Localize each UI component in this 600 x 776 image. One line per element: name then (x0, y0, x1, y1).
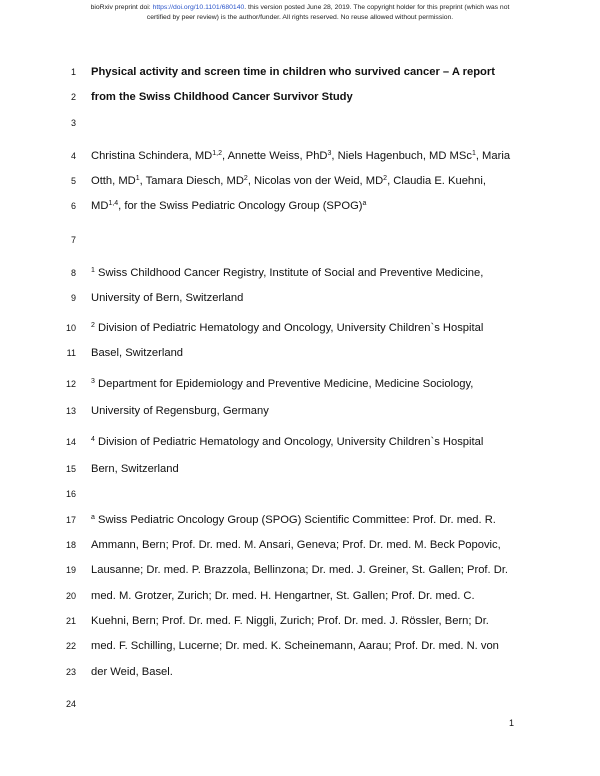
line-text (91, 290, 243, 306)
line-text (91, 461, 179, 477)
line-number: 12 (65, 379, 76, 389)
text-segment: University of Regensburg, Germany (91, 405, 269, 417)
text-segment: med. M. Grotzer, Zurich; Dr. med. H. Hengartner, St. Gallen; Prof. Dr. med. C. (91, 590, 475, 602)
doi-link[interactable]: https://doi.org/10.1101/680140 (152, 4, 245, 11)
text-segment: , Maria (475, 150, 511, 162)
text-segment: , Niels Hagenbuch, MD MSc (331, 150, 472, 162)
superscript: 4 (91, 436, 95, 443)
superscript: a (91, 514, 95, 521)
line-22 (0, 638, 600, 654)
text-segment: der Weid, Basel. (91, 666, 173, 678)
line-number: 19 (65, 565, 76, 575)
line-text (91, 537, 501, 553)
line-19 (0, 562, 600, 578)
line-number: 11 (66, 348, 76, 358)
line-text (91, 562, 508, 578)
title-text (91, 89, 353, 105)
line-text (91, 198, 366, 214)
line-8 (0, 265, 600, 281)
line-16 (0, 486, 600, 502)
line-number: 10 (65, 323, 76, 333)
line-number: 8 (70, 268, 76, 278)
line-6 (0, 198, 600, 214)
superscript: 1,4 (108, 200, 119, 207)
line-text (91, 664, 173, 680)
text-segment: MD (91, 200, 109, 212)
superscript: 2 (243, 175, 248, 182)
text-segment: , Nicolas von der Weid, MD (247, 175, 384, 187)
line-4 (0, 148, 600, 164)
title-text (91, 64, 495, 80)
line-5 (0, 173, 600, 189)
line-text (91, 320, 483, 336)
text-segment: Department for Epidemiology and Preventive Medicine, Medicine Sociology, (94, 378, 474, 390)
superscript: a (362, 200, 367, 207)
line-number: 1 (70, 67, 76, 77)
line-14 (0, 434, 600, 450)
line-number: 22 (65, 641, 76, 651)
line-10 (0, 320, 600, 336)
line-1 (0, 64, 600, 80)
text-segment: Physical activity and screen time in children who survived cancer – A report (91, 66, 495, 78)
line-23 (0, 664, 600, 680)
line-number: 6 (70, 201, 76, 211)
line-17 (0, 512, 600, 528)
line-18 (0, 537, 600, 553)
line-15 (0, 461, 600, 477)
text-segment: , for the Swiss Pediatric Oncology Group (SPOG) (118, 200, 363, 212)
line-12 (0, 376, 600, 392)
line-text (91, 403, 269, 419)
header-line-1 (0, 3, 600, 13)
line-text (91, 173, 486, 189)
line-13 (0, 403, 600, 419)
line-text (91, 588, 475, 604)
text-segment: Otth, MD (91, 175, 136, 187)
line-text (91, 265, 483, 281)
line-text (91, 512, 496, 528)
line-number: 18 (65, 540, 76, 550)
line-number: 23 (65, 667, 76, 677)
text-segment: Division of Pediatric Hematology and Oncology, University Children`s Hospital (94, 436, 484, 448)
text-segment: Division of Pediatric Hematology and Oncology, University Children`s Hospital (94, 322, 484, 334)
text-segment: Bern, Switzerland (91, 463, 179, 475)
line-2 (0, 89, 600, 105)
line-text (91, 376, 473, 392)
line-number: 15 (65, 464, 76, 474)
superscript: 3 (91, 378, 95, 385)
text-segment: Swiss Pediatric Oncology Group (SPOG) Scientific Committee: Prof. Dr. med. R. (94, 514, 496, 526)
line-text (91, 434, 483, 450)
line-number: 13 (65, 406, 76, 416)
line-text (91, 148, 510, 164)
line-text (91, 638, 499, 654)
line-9 (0, 290, 600, 306)
superscript: 1 (135, 175, 140, 182)
superscript: 3 (327, 150, 332, 157)
line-21 (0, 613, 600, 629)
line-number: 5 (70, 176, 76, 186)
header-prefix: bioRxiv preprint doi: (90, 4, 153, 11)
text-segment: , Claudia E. Kuehni, (387, 175, 486, 187)
line-text (91, 613, 489, 629)
line-text (91, 345, 183, 361)
page-number: 1 (508, 718, 514, 728)
text-segment: Basel, Switzerland (91, 347, 184, 359)
text-segment: Ammann, Bern; Prof. Dr. med. M. Ansari, Geneva; Prof. Dr. med. M. Beck Popovic, (91, 539, 501, 551)
text-segment: Kuehni, Bern; Prof. Dr. med. F. Niggli, Zurich; Prof. Dr. med. J. Rössler, Bern; Dr. (91, 615, 489, 627)
superscript: 2 (383, 175, 388, 182)
line-number: 2 (70, 92, 76, 102)
text-segment: med. F. Schilling, Lucerne; Dr. med. K. Scheinemann, Aarau; Prof. Dr. med. N. von (91, 640, 499, 652)
line-number: 4 (70, 151, 76, 161)
text-segment: Swiss Childhood Cancer Registry, Institute of Social and Preventive Medicine, (94, 267, 484, 279)
superscript: 1 (471, 150, 476, 157)
line-3 (0, 115, 600, 131)
line-number: 9 (70, 293, 76, 303)
header-line-2: certified by peer review) is the author/funder. All rights reserved. No reuse allowed without permission. (146, 13, 454, 21)
line-24 (0, 696, 600, 712)
text-segment: , Tamara Diesch, MD (139, 175, 244, 187)
line-number: 21 (65, 616, 76, 626)
line-11 (0, 345, 600, 361)
line-20 (0, 588, 600, 604)
line-number: 20 (65, 591, 76, 601)
text-segment: Lausanne; Dr. med. P. Brazzola, Bellinzona; Dr. med. J. Greiner, St. Gallen; Prof. Dr. (91, 564, 509, 576)
line-number: 17 (65, 515, 76, 525)
text-segment: Christina Schindera, MD (91, 150, 213, 162)
line-number: 14 (65, 437, 76, 447)
header-suffix: . this version posted June 28, 2019. The copyright holder for this preprint (which was not (244, 4, 510, 11)
text-segment: from the Swiss Childhood Cancer Survivor Study (91, 91, 353, 103)
line-number: 16 (65, 489, 76, 499)
line-number: 3 (70, 118, 76, 128)
line-number: 7 (70, 235, 76, 245)
superscript: 2 (91, 322, 95, 329)
text-segment: , Annette Weiss, PhD (221, 150, 328, 162)
text-segment: University of Bern, Switzerland (91, 292, 244, 304)
superscript: 1 (91, 267, 95, 274)
preprint-header (0, 3, 600, 22)
superscript: 1,2 (212, 150, 222, 157)
line-7 (0, 232, 600, 248)
line-number: 24 (65, 699, 76, 709)
